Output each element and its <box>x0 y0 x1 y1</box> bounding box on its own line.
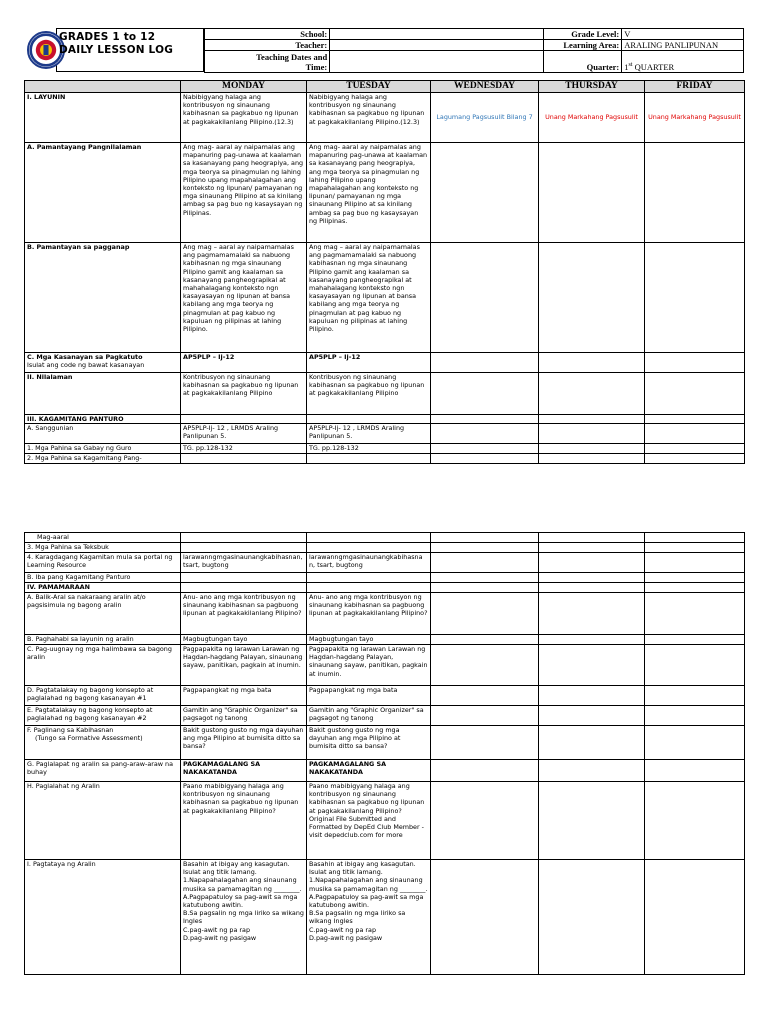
teacher-field[interactable] <box>330 40 544 51</box>
cell-kagamitang-pang-tue <box>307 454 431 464</box>
kasanayan-label: C. Mga Kasanayan sa Pagkatuto <box>27 353 143 361</box>
row-label-pagganap: B. Pamantayan sa pagganap <box>25 243 181 353</box>
lesson-table-part-2 <box>24 532 745 975</box>
cell-paglalahat-mon: Paano mabibigyang halaga ang kontribusyon ng sinaunang kabihasnan sa pagkabuo ng lipunan at pagkakakilanlang Pilipino? <box>181 782 307 860</box>
cell-iba-pang-tue <box>307 573 431 583</box>
cell-nilalaman-fri <box>645 373 745 415</box>
day-header-tuesday: TUESDAY <box>307 81 431 93</box>
cell-pag-uugnay-thu <box>539 645 645 686</box>
cell-kagamitan-fri <box>645 415 745 424</box>
cell-karagdagang-mon: larawanngmgasinaunangkabihasnan, tsart, bugtong <box>181 553 307 573</box>
row-label-paglalapat: G. Paglalapat ng aralin sa pang-araw-araw na buhay <box>25 760 181 782</box>
cell-paghahabi-tue: Magbugtungan tayo <box>307 635 431 645</box>
cell-nilalaman-tue: Kontribusyon ng sinaunang kabihasnan sa pagkabuo ng lipunan at pagkakakilanlang Pilipino <box>307 373 431 415</box>
cell-magaaral-tue <box>307 533 431 543</box>
cell-balik-aral-tue: Anu- ano ang mga kontribusyon ng sinaunang kabihasnan sa pagbuong lipunan at pagkakakilanlang Pilipino? <box>307 593 431 635</box>
cell-balik-aral-fri <box>645 593 745 635</box>
day-header-wednesday: WEDNESDAY <box>431 81 539 93</box>
cell-sanggunian-wed <box>431 424 539 444</box>
row-label-sanggunian: A. Sanggunian <box>25 424 181 444</box>
title-line-2: DAILY LESSON LOG <box>59 44 174 56</box>
learning-area-label: Learning Area: <box>543 40 621 51</box>
teacher-label: Teacher: <box>205 40 330 51</box>
cell-teksbuk-thu <box>539 543 645 553</box>
row-label-pagtatalakay-2: E. Pagtatalakay ng bagong konsepto at paglalahad ng bagong kasanayan #2 <box>25 706 181 726</box>
row-label-pagtatalakay-1: D. Pagtatalakay ng bagong konsepto at paglalahad ng bagong kasanayan #1 <box>25 686 181 706</box>
cell-sanggunian-fri <box>645 424 745 444</box>
cell-paglalapat-mon: PAGKAMAGALANG SA NAKAKATANDA <box>181 760 307 782</box>
cell-kabihasnan-thu <box>539 726 645 760</box>
cell-pag-uugnay-tue: Pagpapakita ng larawan Larawan ng Hagdan-hagdang Palayan, sinaunang sayaw, panitikan, pagkain at inumin. <box>307 645 431 686</box>
cell-iba-pang-thu <box>539 573 645 583</box>
row-label-pag-uugnay: C. Pag-uugnay ng mga halimbawa sa bagong aralin <box>25 645 181 686</box>
cell-sanggunian-tue: AP5PLP-Ij- 12 , LRMDS Araling Panlipunan 5. <box>307 424 431 444</box>
table-row <box>25 782 745 860</box>
row-label-balik-aral: A. Balik-Aral sa nakaraang aralin at/o pagsisimula ng bagong aralin <box>25 593 181 635</box>
cell-layunin-fri: Unang Markahang Pagsusulit <box>645 93 745 143</box>
cell-paghahabi-mon: Magbugtungan tayo <box>181 635 307 645</box>
cell-pagtatalakay-2-mon: Gamitin ang "Graphic Organizer" sa pagsagot ng tanong <box>181 706 307 726</box>
cell-pagganap-wed <box>431 243 539 353</box>
cell-layunin-thu: Unang Markahang Pagsusulit <box>539 93 645 143</box>
cell-pangnilalaman-tue: Ang mag- aaral ay naipamalas ang mapanuring pag-unawa at kaalaman sa kasanayang pang heograpiya, ang mga teorya sa pinagmulan ng lahing Pilipino upang mapahalagahan ang konteksto ng lipunan/ pamayanan ng mga sinaunang Pilipino at sa kinilang ambag sa pag buo ng kasaysayan ng Pilipinas. <box>307 143 431 243</box>
row-label-iba-pang: B. Iba pang Kagamitang Panturo <box>25 573 181 583</box>
cell-kagamitan-wed <box>431 415 539 424</box>
cell-pagtatalakay-1-tue: Pagpapangkat ng mga bata <box>307 686 431 706</box>
cell-kagamitang-pang-thu <box>539 454 645 464</box>
cell-kagamitang-pang-fri <box>645 454 745 464</box>
cell-layunin-tue: Nabibigyang halaga ang kontribusyon ng sinaunang kabihasnan sa pagkabuo ng lipunan at pagkakakilanlang Pilipino.(12.3) <box>307 93 431 143</box>
cell-magaaral-thu <box>539 533 645 543</box>
cell-pamamaraan-wed <box>431 583 539 593</box>
cell-magaaral-fri <box>645 533 745 543</box>
teaching-dates-field[interactable] <box>330 51 544 73</box>
cell-pangnilalaman-mon: Ang mag- aaral ay naipamalas ang mapanuring pag-unawa at kaalaman sa kasanayang pang heograpiya, ang mga teorya sa pinagmulan ng lahing Pilipino upang mapahalagahan ang konteksto ng lipunan/ pamayanan ng mga sinaunang Pilipino at sa kinilang ambag sa pag buo ng kasaysayan ng Pilipinas. <box>181 143 307 243</box>
cell-karagdagang-fri <box>645 553 745 573</box>
school-label: School: <box>205 29 330 40</box>
table-row <box>25 760 745 782</box>
row-label-paglalahat: H. Paglalahat ng Aralin <box>25 782 181 860</box>
cell-pagganap-thu <box>539 243 645 353</box>
teaching-dates-label: Teaching Dates and Time: <box>205 51 330 73</box>
table-row <box>25 543 745 553</box>
cell-pagganap-fri <box>645 243 745 353</box>
cell-sanggunian-mon: AP5PLP-Ij- 12 , LRMDS Araling Panlipunan 5. <box>181 424 307 444</box>
cell-pagtatalakay-1-wed <box>431 686 539 706</box>
cell-kagamitang-pang-mon <box>181 454 307 464</box>
cell-pagtatalakay-2-tue: Gamitin ang "Graphic Organizer" sa pagsagot ng tanong <box>307 706 431 726</box>
cell-kabihasnan-fri <box>645 726 745 760</box>
cell-paghahabi-fri <box>645 635 745 645</box>
log-title <box>59 31 199 57</box>
table-row <box>25 593 745 635</box>
cell-teksbuk-tue <box>307 543 431 553</box>
cell-kasanayan-tue: AP5PLP – Ij-12 <box>307 353 431 373</box>
table-row <box>25 583 745 593</box>
cell-pagtatalakay-1-thu <box>539 686 645 706</box>
day-header-monday: MONDAY <box>181 81 307 93</box>
row-label-kagamitang-pang: 2. Mga Pahina sa Kagamitang Pang- <box>25 454 181 464</box>
table-row <box>25 243 745 353</box>
cell-pagtataya-wed <box>431 860 539 975</box>
cell-paglalahat-wed <box>431 782 539 860</box>
dll-header <box>24 28 744 72</box>
cell-magaaral-mon <box>181 533 307 543</box>
cell-pagtatalakay-1-mon: Pagpapangkat ng mga bata <box>181 686 307 706</box>
cell-nilalaman-wed <box>431 373 539 415</box>
cell-balik-aral-mon: Anu- ano ang mga kontribusyon ng sinaunang kabihasnan sa pagbuong lipunan at pagkakakilanlang Pilipino? <box>181 593 307 635</box>
cell-paglalahat-tue: Paano mabibigyang halaga ang kontribusyon ng sinaunang kabihasnan sa pagkabuo ng lipunan at pagkakakilanlang Pilipino? Original File Submitted and Formatted by DepEd Club Member - visit depedclub.com for more <box>307 782 431 860</box>
cell-gabay-tue: TG. pp.128-132 <box>307 444 431 454</box>
cell-pangnilalaman-wed <box>431 143 539 243</box>
quarter-sup: st <box>628 62 633 69</box>
table-row <box>25 415 745 424</box>
cell-kasanayan-wed <box>431 353 539 373</box>
cell-pamamaraan-tue <box>307 583 431 593</box>
cell-pag-uugnay-wed <box>431 645 539 686</box>
table-row <box>25 860 745 975</box>
cell-pangnilalaman-thu <box>539 143 645 243</box>
cell-layunin-wed: Lagumang Pagsusulit Bilang 7 <box>431 93 539 143</box>
cell-iba-pang-wed <box>431 573 539 583</box>
row-label-magaaral: Mag-aaral <box>25 533 181 543</box>
cell-pagtataya-fri <box>645 860 745 975</box>
cell-pagtatalakay-1-fri <box>645 686 745 706</box>
row-label-kasanayan <box>25 353 181 373</box>
table-row <box>25 373 745 415</box>
cell-kabihasnan-mon: Bakit gustong gusto ng mga dayuhan ang mga Pilipino at bumisita ditto sa bansa? <box>181 726 307 760</box>
row-label-pangnilalaman: A. Pamantayang Pangnilalaman <box>25 143 181 243</box>
learning-area-field[interactable]: ARALING PANLIPUNAN <box>622 40 744 51</box>
cell-kagamitan-thu <box>539 415 645 424</box>
table-row <box>25 726 745 760</box>
table-row <box>25 645 745 686</box>
cell-paglalahat-thu <box>539 782 645 860</box>
quarter-text: QUARTER <box>632 62 675 72</box>
cell-paghahabi-wed <box>431 635 539 645</box>
table-row <box>25 444 745 454</box>
cell-pagtataya-mon: Basahin at ibigay ang kasagutan. Isulat ang titik lamang. 1.Napapahalagahan ang sinaunang musika sa pamamagitan ng ________. A.Pagpapatuloy sa pag-awit sa mga katutubong awitin. B.Sa pagsalin ng mga liriko sa wikang Ingles C.pag-awit ng pa rap D.pag-awit ng pasigaw <box>181 860 307 975</box>
cell-kagamitan-tue <box>307 415 431 424</box>
cell-gabay-fri <box>645 444 745 454</box>
cell-paglalapat-fri <box>645 760 745 782</box>
row-label-layunin: I. LAYUNIN <box>25 93 181 143</box>
cell-pagtatalakay-2-wed <box>431 706 539 726</box>
row-label-gabay: 1. Mga Pahina sa Gabay ng Guro <box>25 444 181 454</box>
cell-pag-uugnay-fri <box>645 645 745 686</box>
kasanayan-sublabel: Isulat ang code ng bawat kasanayan <box>27 361 145 370</box>
school-field[interactable] <box>330 29 544 40</box>
row-label-pamamaraan: IV. PAMAMARAAN <box>25 583 181 593</box>
cell-teksbuk-wed <box>431 543 539 553</box>
cell-nilalaman-mon: Kontribusyon ng sinaunang kabihasnan sa pagkabuo ng lipunan at pagkakakilanlang Pilipino <box>181 373 307 415</box>
cell-teksbuk-mon <box>181 543 307 553</box>
cell-paglalapat-wed <box>431 760 539 782</box>
cell-karagdagang-wed <box>431 553 539 573</box>
cell-kasanayan-thu <box>539 353 645 373</box>
cell-pamamaraan-thu <box>539 583 645 593</box>
cell-teksbuk-fri <box>645 543 745 553</box>
grade-level-field[interactable]: V <box>622 29 744 40</box>
quarter-field[interactable] <box>622 51 744 73</box>
day-header-friday: FRIDAY <box>645 81 745 93</box>
cell-kabihasnan-wed <box>431 726 539 760</box>
row-label-nilalaman: II. Nilalaman <box>25 373 181 415</box>
cell-gabay-wed <box>431 444 539 454</box>
cell-kasanayan-fri <box>645 353 745 373</box>
cell-pagtataya-thu <box>539 860 645 975</box>
table-row <box>25 93 745 143</box>
cell-kagamitang-pang-wed <box>431 454 539 464</box>
cell-kagamitan-mon <box>181 415 307 424</box>
title-line-1: GRADES 1 to 12 <box>59 31 156 43</box>
cell-layunin-mon: Nabibigyang halaga ang kontribusyon ng sinaunang kabihasnan sa pagkabuo ng lipunan at pagkakakilanlang Pilipino.(12.3) <box>181 93 307 143</box>
cell-pagganap-tue: Ang mag – aaral ay naipamamalas ang pagmamamalaki sa nabuong kabihasnan ng mga sinaunang Pilipino gamit ang kaalaman sa kasanayang pangheograpikal at mahahalagang konteksto ngn kasayasayan ng lipunan at bansa kabilang ang mga teorya ng pinagmulan at pag kabuo ng kapuluan ng pilipinas at lahing Pilipino. <box>307 243 431 353</box>
day-header-thursday: THURSDAY <box>539 81 645 93</box>
table-row <box>25 454 745 464</box>
row-label-kabihasnan <box>25 726 181 760</box>
cell-pamamaraan-fri <box>645 583 745 593</box>
cell-karagdagang-tue: larawanngmgasinaunangkabihasnan, tsart, bugtong <box>307 553 431 573</box>
cell-balik-aral-wed <box>431 593 539 635</box>
cell-paglalahat-fri <box>645 782 745 860</box>
cell-gabay-thu <box>539 444 645 454</box>
cell-magaaral-wed <box>431 533 539 543</box>
grade-level-label: Grade Level: <box>543 29 621 40</box>
cell-kasanayan-mon: AP5PLP – Ij-12 <box>181 353 307 373</box>
quarter-num: 1 <box>624 62 629 72</box>
cell-kabihasnan-tue: Bakit gustong gusto ng mga dayuhan ang mga Pilipino at bumisita ditto sa bansa? <box>307 726 431 760</box>
table-row <box>25 353 745 373</box>
kabihasnan-label: F. Paglinang sa Kabihasnan <box>27 726 114 734</box>
cell-sanggunian-thu <box>539 424 645 444</box>
cell-balik-aral-thu <box>539 593 645 635</box>
table-row <box>25 573 745 583</box>
cell-nilalaman-thu <box>539 373 645 415</box>
table-row <box>25 533 745 543</box>
quarter-label: Quarter: <box>543 51 621 73</box>
row-label-karagdagang: 4. Karagdagang Kagamitan mula sa portal ng Learning Resource <box>25 553 181 573</box>
table-row <box>25 553 745 573</box>
cell-pagtataya-tue: Basahin at ibigay ang kasagutan. Isulat ang titik lamang. 1.Napapahalagahan ang sinaunang musika sa pamamagitan ng ________. A.Pagpapatuloy sa pag-awit sa mga katutubong awitin. B.Sa pagsalin ng mga liriko sa wikang Ingles C.pag-awit ng pa rap D.pag-awit ng pasigaw <box>307 860 431 975</box>
row-label-teksbuk: 3. Mga Pahina sa Teksbuk <box>25 543 181 553</box>
cell-pagtatalakay-2-thu <box>539 706 645 726</box>
cell-iba-pang-fri <box>645 573 745 583</box>
row-label-pagtataya: I. Pagtataya ng Aralin <box>25 860 181 975</box>
lesson-table-part-1 <box>24 80 745 464</box>
table-row <box>25 706 745 726</box>
table-row <box>25 143 745 243</box>
cell-paglalapat-thu <box>539 760 645 782</box>
cell-karagdagang-thu <box>539 553 645 573</box>
header-info-table <box>204 28 744 73</box>
cell-pangnilalaman-fri <box>645 143 745 243</box>
table-row <box>25 686 745 706</box>
table-row <box>25 424 745 444</box>
row-label-kagamitan: III. KAGAMITANG PANTURO <box>25 415 181 424</box>
row-label-paghahabi: B. Paghahabi sa layunin ng aralin <box>25 635 181 645</box>
cell-pag-uugnay-mon: Pagpapakita ng larawan Larawan ng Hagdan-hagdang Palayan, sinaunang sayaw, panitikan, pagkain at inumin. <box>181 645 307 686</box>
cell-paglalapat-tue: PAGKAMAGALANG SA NAKAKATANDA <box>307 760 431 782</box>
table-row <box>25 635 745 645</box>
cell-pagganap-mon: Ang mag – aaral ay naipamamalas ang pagmamamalaki sa nabuong kabihasnan ng mga sinaunang Pilipino gamit ang kaalaman sa kasanayang pangheograpikal at mahahalagang konteksto ngn kasayasayan ng lipunan at bansa kabilang ang mga teorya ng pinagmulan at pag kabuo ng kapuluan ng pilipinas at lahing Pilipino. <box>181 243 307 353</box>
cell-paghahabi-thu <box>539 635 645 645</box>
kabihasnan-sublabel: (Tungo sa Formative Assessment) <box>35 734 143 743</box>
corner-cell <box>25 81 181 93</box>
cell-iba-pang-mon <box>181 573 307 583</box>
cell-gabay-mon: TG. pp.128-132 <box>181 444 307 454</box>
cell-pagtatalakay-2-fri <box>645 706 745 726</box>
cell-pamamaraan-mon <box>181 583 307 593</box>
